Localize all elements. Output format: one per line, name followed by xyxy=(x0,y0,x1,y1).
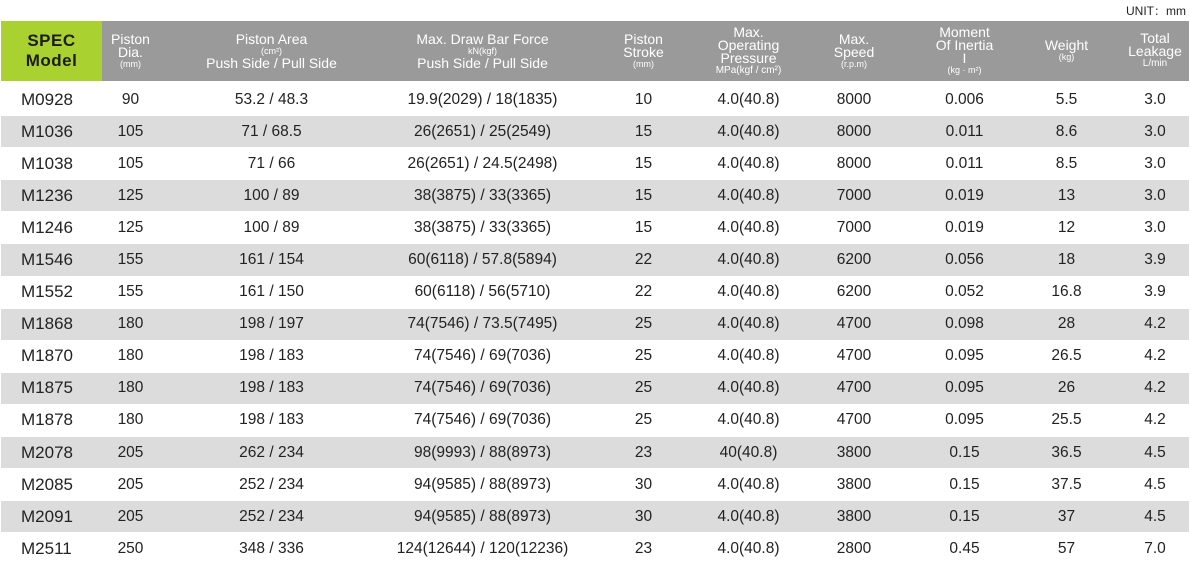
draw-bar-force-cell: 124(12644) / 120(12236) xyxy=(384,533,581,564)
draw-bar-force-cell: 74(7546) / 69(7036) xyxy=(384,404,581,436)
piston-stroke-cell: 23 xyxy=(581,437,706,469)
header-text: I xyxy=(962,50,967,66)
model-cell: M1868 xyxy=(1,308,102,340)
draw-bar-force-cell: 26(2651) / 25(2549) xyxy=(384,116,581,148)
max-speed-cell: 8000 xyxy=(791,83,917,116)
total-leakage-cell: 4.2 xyxy=(1121,404,1189,436)
piston-dia-cell: 180 xyxy=(102,404,159,436)
draw-bar-force-cell: 26(2651) / 24.5(2498) xyxy=(384,148,581,180)
piston-dia-cell: 155 xyxy=(102,276,159,308)
header-unit: (cm²) xyxy=(261,45,282,56)
model-cell: M1236 xyxy=(1,180,102,212)
draw-bar-force-cell: 94(9585) / 88(8973) xyxy=(384,469,581,501)
total-leakage-cell: 3.0 xyxy=(1121,148,1189,180)
operating-pressure-cell: 4.0(40.8) xyxy=(706,469,791,501)
header-weight xyxy=(1012,21,1121,83)
table-row xyxy=(1,501,1189,533)
model-cell: M1038 xyxy=(1,148,102,180)
total-leakage-cell: 3.9 xyxy=(1121,276,1189,308)
operating-pressure-cell: 4.0(40.8) xyxy=(706,180,791,212)
model-cell: M0928 xyxy=(1,83,102,116)
piston-area-cell: 71 / 68.5 xyxy=(159,116,384,148)
total-leakage-cell: 7.0 xyxy=(1121,533,1189,564)
weight-cell: 5.5 xyxy=(1012,83,1121,116)
piston-stroke-cell: 15 xyxy=(581,212,706,244)
piston-dia-cell: 125 xyxy=(102,212,159,244)
header-text: Dia. xyxy=(118,43,143,60)
header-text: Operating xyxy=(717,36,780,53)
piston-stroke-cell: 10 xyxy=(581,83,706,116)
piston-area-cell: 100 / 89 xyxy=(159,180,384,212)
spec-table xyxy=(1,21,1189,564)
max-speed-cell: 4700 xyxy=(791,372,917,404)
piston-area-cell: 161 / 150 xyxy=(159,276,384,308)
header-spec-model xyxy=(1,21,102,83)
draw-bar-force-cell: 74(7546) / 69(7036) xyxy=(384,372,581,404)
piston-area-cell: 161 / 154 xyxy=(159,244,384,276)
header-total-leakage xyxy=(1121,21,1189,83)
draw-bar-force-cell: 98(9993) / 88(8973) xyxy=(384,437,581,469)
moment-of-inertia-cell: 0.45 xyxy=(917,533,1012,564)
piston-area-cell: 198 / 183 xyxy=(159,404,384,436)
weight-cell: 8.5 xyxy=(1012,148,1121,180)
max-speed-cell: 2800 xyxy=(791,533,917,564)
moment-of-inertia-cell: 0.019 xyxy=(917,212,1012,244)
header-unit: (r.p.m) xyxy=(841,58,867,69)
spec-label: SPEC xyxy=(27,31,76,50)
piston-stroke-cell: 30 xyxy=(581,469,706,501)
max-speed-cell: 6200 xyxy=(791,244,917,276)
header-unit: (mm) xyxy=(120,58,141,69)
max-speed-cell: 8000 xyxy=(791,116,917,148)
header-text: Total xyxy=(1140,30,1170,46)
unit-label: UNIT：mm xyxy=(1126,4,1186,18)
piston-area-cell: 198 / 197 xyxy=(159,308,384,340)
piston-area-cell: 71 / 66 xyxy=(159,148,384,180)
max-speed-cell: 4700 xyxy=(791,340,917,372)
operating-pressure-cell: 4.0(40.8) xyxy=(706,116,791,148)
piston-stroke-cell: 25 xyxy=(581,372,706,404)
moment-of-inertia-cell: 0.15 xyxy=(917,469,1012,501)
operating-pressure-cell: 4.0(40.8) xyxy=(706,404,791,436)
operating-pressure-cell: 4.0(40.8) xyxy=(706,372,791,404)
weight-cell: 12 xyxy=(1012,212,1121,244)
max-speed-cell: 7000 xyxy=(791,212,917,244)
operating-pressure-cell: 4.0(40.8) xyxy=(706,83,791,116)
model-cell: M1036 xyxy=(1,116,102,148)
table-row xyxy=(1,276,1189,308)
piston-dia-cell: 250 xyxy=(102,533,159,564)
piston-area-cell: 262 / 234 xyxy=(159,437,384,469)
piston-stroke-cell: 30 xyxy=(581,501,706,533)
operating-pressure-cell: 4.0(40.8) xyxy=(706,212,791,244)
weight-cell: 25.5 xyxy=(1012,404,1121,436)
piston-dia-cell: 180 xyxy=(102,340,159,372)
piston-dia-cell: 205 xyxy=(102,437,159,469)
max-speed-cell: 6200 xyxy=(791,276,917,308)
table-row xyxy=(1,469,1189,501)
draw-bar-force-cell: 60(6118) / 56(5710) xyxy=(384,276,581,308)
header-piston-dia xyxy=(102,21,159,83)
table-row xyxy=(1,180,1189,212)
header-moment-of-inertia xyxy=(917,21,1012,83)
model-cell: M2511 xyxy=(1,533,102,564)
model-cell: M2078 xyxy=(1,437,102,469)
max-speed-cell: 4700 xyxy=(791,308,917,340)
header-text: Weight xyxy=(1044,37,1089,53)
table-row xyxy=(1,212,1189,244)
piston-area-cell: 53.2 / 48.3 xyxy=(159,83,384,116)
header-text: Stroke xyxy=(623,43,664,60)
piston-stroke-cell: 23 xyxy=(581,533,706,564)
moment-of-inertia-cell: 0.011 xyxy=(917,116,1012,148)
draw-bar-force-cell: 19.9(2029) / 18(1835) xyxy=(384,83,581,116)
draw-bar-force-cell: 38(3875) / 33(3365) xyxy=(384,180,581,212)
header-text: Max. Draw Bar Force xyxy=(416,30,549,47)
weight-cell: 36.5 xyxy=(1012,437,1121,469)
max-speed-cell: 7000 xyxy=(791,180,917,212)
moment-of-inertia-cell: 0.006 xyxy=(917,83,1012,116)
weight-cell: 37.5 xyxy=(1012,469,1121,501)
table-row xyxy=(1,372,1189,404)
piston-dia-cell: 180 xyxy=(102,308,159,340)
piston-area-cell: 252 / 234 xyxy=(159,501,384,533)
max-speed-cell: 3800 xyxy=(791,501,917,533)
header-text: Pressure xyxy=(720,49,777,66)
total-leakage-cell: 4.5 xyxy=(1121,437,1189,469)
operating-pressure-cell: 4.0(40.8) xyxy=(706,340,791,372)
operating-pressure-cell: 4.0(40.8) xyxy=(706,148,791,180)
draw-bar-force-cell: 74(7546) / 69(7036) xyxy=(384,340,581,372)
table-row xyxy=(1,83,1189,116)
piston-dia-cell: 180 xyxy=(102,372,159,404)
moment-of-inertia-cell: 0.15 xyxy=(917,501,1012,533)
header-text: Moment xyxy=(939,24,990,40)
header-piston-area xyxy=(159,21,384,83)
weight-cell: 37 xyxy=(1012,501,1121,533)
moment-of-inertia-cell: 0.098 xyxy=(917,308,1012,340)
moment-of-inertia-cell: 0.019 xyxy=(917,180,1012,212)
moment-of-inertia-cell: 0.056 xyxy=(917,244,1012,276)
model-cell: M1878 xyxy=(1,404,102,436)
model-cell: M1870 xyxy=(1,340,102,372)
header-unit: (mm) xyxy=(633,58,654,69)
piston-dia-cell: 125 xyxy=(102,180,159,212)
weight-cell: 57 xyxy=(1012,533,1121,564)
moment-of-inertia-cell: 0.052 xyxy=(917,276,1012,308)
operating-pressure-cell: 4.0(40.8) xyxy=(706,533,791,564)
moment-of-inertia-cell: 0.095 xyxy=(917,372,1012,404)
header-text: Push Side / Pull Side xyxy=(417,54,548,71)
table-row xyxy=(1,340,1189,372)
table-row xyxy=(1,404,1189,436)
operating-pressure-cell: 4.0(40.8) xyxy=(706,501,791,533)
header-text: Piston Area xyxy=(235,30,308,47)
piston-stroke-cell: 25 xyxy=(581,404,706,436)
piston-stroke-cell: 25 xyxy=(581,340,706,372)
operating-pressure-cell: 4.0(40.8) xyxy=(706,308,791,340)
header-text: Of Inertia xyxy=(935,37,994,53)
header-text: Max. xyxy=(838,30,870,47)
draw-bar-force-cell: 74(7546) / 73.5(7495) xyxy=(384,308,581,340)
piston-stroke-cell: 22 xyxy=(581,276,706,308)
header-text: Speed xyxy=(833,43,875,60)
header-unit: MPa(kgf / cm²) xyxy=(715,64,782,76)
operating-pressure-cell: 4.0(40.8) xyxy=(706,244,791,276)
model-label: Model xyxy=(25,51,78,70)
total-leakage-cell: 3.0 xyxy=(1121,83,1189,116)
piston-area-cell: 198 / 183 xyxy=(159,340,384,372)
moment-of-inertia-cell: 0.011 xyxy=(917,148,1012,180)
weight-cell: 28 xyxy=(1012,308,1121,340)
total-leakage-cell: 3.0 xyxy=(1121,180,1189,212)
piston-stroke-cell: 15 xyxy=(581,116,706,148)
total-leakage-cell: 4.2 xyxy=(1121,308,1189,340)
piston-area-cell: 252 / 234 xyxy=(159,469,384,501)
total-leakage-cell: 4.5 xyxy=(1121,469,1189,501)
table-row xyxy=(1,116,1189,148)
piston-dia-cell: 105 xyxy=(102,116,159,148)
table-row xyxy=(1,244,1189,276)
header-unit: L/min xyxy=(1142,58,1168,69)
header-text: Piston xyxy=(624,30,663,47)
piston-stroke-cell: 25 xyxy=(581,308,706,340)
total-leakage-cell: 4.2 xyxy=(1121,372,1189,404)
table-row xyxy=(1,533,1189,564)
total-leakage-cell: 3.0 xyxy=(1121,212,1189,244)
piston-dia-cell: 105 xyxy=(102,148,159,180)
piston-dia-cell: 205 xyxy=(102,501,159,533)
model-cell: M1552 xyxy=(1,276,102,308)
piston-dia-cell: 90 xyxy=(102,83,159,116)
piston-dia-cell: 155 xyxy=(102,244,159,276)
piston-area-cell: 100 / 89 xyxy=(159,212,384,244)
draw-bar-force-cell: 60(6118) / 57.8(5894) xyxy=(384,244,581,276)
max-speed-cell: 4700 xyxy=(791,404,917,436)
total-leakage-cell: 4.5 xyxy=(1121,501,1189,533)
moment-of-inertia-cell: 0.15 xyxy=(917,437,1012,469)
header-unit: (kg) xyxy=(1058,52,1075,62)
max-speed-cell: 3800 xyxy=(791,437,917,469)
header-operating-pressure xyxy=(706,21,791,83)
piston-stroke-cell: 22 xyxy=(581,244,706,276)
piston-dia-cell: 205 xyxy=(102,469,159,501)
model-cell: M1875 xyxy=(1,372,102,404)
header-row xyxy=(1,21,1189,83)
model-cell: M1246 xyxy=(1,212,102,244)
operating-pressure-cell: 4.0(40.8) xyxy=(706,276,791,308)
max-speed-cell: 8000 xyxy=(791,148,917,180)
total-leakage-cell: 3.9 xyxy=(1121,244,1189,276)
moment-of-inertia-cell: 0.095 xyxy=(917,404,1012,436)
table-row xyxy=(1,308,1189,340)
draw-bar-force-cell: 38(3875) / 33(3365) xyxy=(384,212,581,244)
weight-cell: 16.8 xyxy=(1012,276,1121,308)
header-max-speed xyxy=(791,21,917,83)
moment-of-inertia-cell: 0.095 xyxy=(917,340,1012,372)
header-text: Push Side / Pull Side xyxy=(206,54,337,71)
table-row xyxy=(1,437,1189,469)
weight-cell: 26 xyxy=(1012,372,1121,404)
table-row xyxy=(1,148,1189,180)
draw-bar-force-cell: 94(9585) / 88(8973) xyxy=(384,501,581,533)
header-text: Leakage xyxy=(1128,43,1182,59)
header-text: Max. xyxy=(733,23,764,40)
header-unit: (kg · m²) xyxy=(947,65,982,75)
model-cell: M2085 xyxy=(1,469,102,501)
weight-cell: 13 xyxy=(1012,180,1121,212)
operating-pressure-cell: 40(40.8) xyxy=(706,437,791,469)
max-speed-cell: 3800 xyxy=(791,469,917,501)
weight-cell: 8.6 xyxy=(1012,116,1121,148)
header-text: Piston xyxy=(111,30,150,47)
piston-area-cell: 198 / 183 xyxy=(159,372,384,404)
model-cell: M2091 xyxy=(1,501,102,533)
piston-stroke-cell: 15 xyxy=(581,148,706,180)
piston-stroke-cell: 15 xyxy=(581,180,706,212)
weight-cell: 26.5 xyxy=(1012,340,1121,372)
piston-area-cell: 348 / 336 xyxy=(159,533,384,564)
header-draw-bar-force xyxy=(384,21,581,83)
total-leakage-cell: 4.2 xyxy=(1121,340,1189,372)
weight-cell: 18 xyxy=(1012,244,1121,276)
header-unit: kN(kgf) xyxy=(468,45,497,56)
model-cell: M1546 xyxy=(1,244,102,276)
total-leakage-cell: 3.0 xyxy=(1121,116,1189,148)
header-piston-stroke xyxy=(581,21,706,83)
